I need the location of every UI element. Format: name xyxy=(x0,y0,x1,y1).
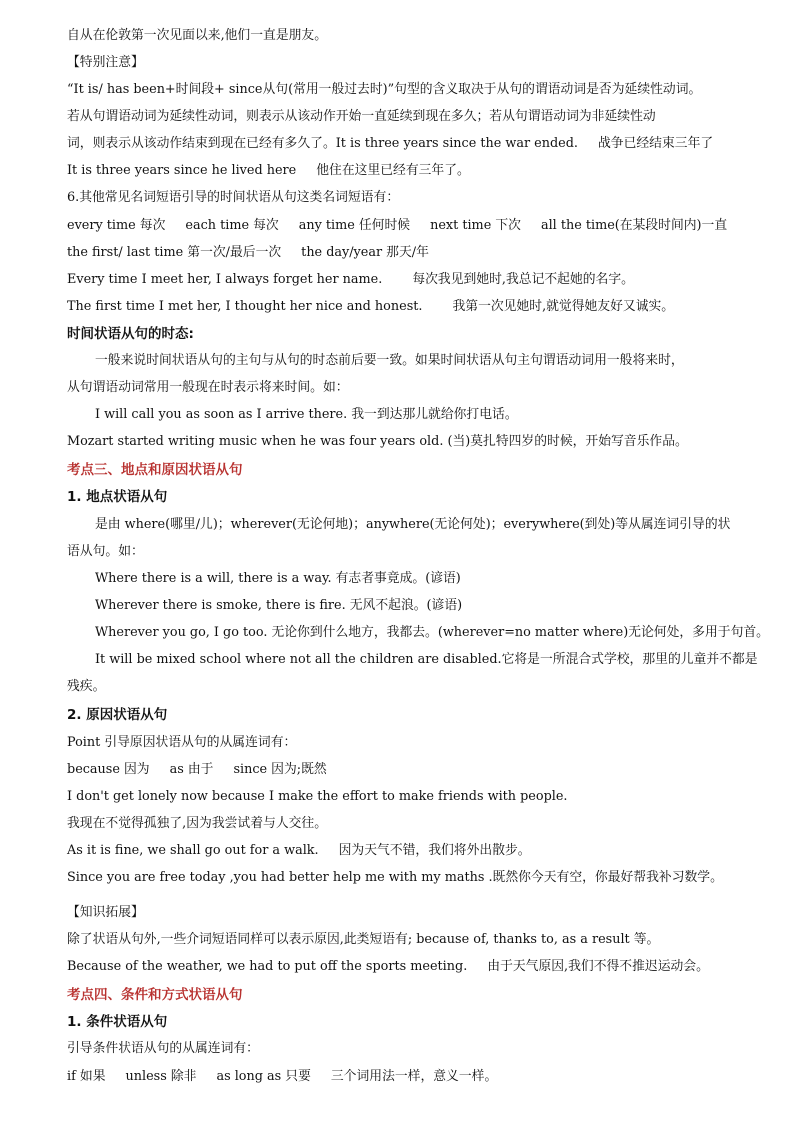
text-line: 若从句谓语动词为延续性动词，则表示从该动作开始一直延续到现在多久；若从句谓语动词为非延续性动 xyxy=(67,109,656,124)
phrase-row xyxy=(67,1068,497,1086)
text-line: 语从句。如： xyxy=(67,544,144,559)
subsection-heading: 2. 原因状语从句 xyxy=(67,707,168,723)
phrase: as long as 只要 xyxy=(216,1069,311,1084)
text-segment: 战争已经结束三年了 xyxy=(597,136,714,151)
phrase: since 因为;既然 xyxy=(233,762,327,777)
text-line xyxy=(67,162,470,180)
example-line xyxy=(67,298,674,316)
section-title: 考点四、条件和方式状语从句 xyxy=(67,987,243,1003)
phrase: the first/ last time 第一次/最后一次 xyxy=(67,245,282,260)
phrase-row xyxy=(67,217,727,235)
example-line xyxy=(67,958,709,976)
example-en: As it is fine, we shall go out for a walk. xyxy=(67,843,319,858)
example-line: It will be mixed school where not all the children are disabled.它将是一所混合式学校，那里的儿童并不都是 xyxy=(95,652,758,667)
text-line: 6.其他常见名词短语引导的时间状语从句这类名词短语有： xyxy=(67,190,400,205)
text-line: 是由 where(哪里/儿)；wherever(无论何地)；anywhere(无论何处)；everywhere(到处)等从属连词引导的状 xyxy=(95,517,731,532)
text-line: “It is/ has been+时间段+ since从句(常用一般过去时)”句型的含义取决于从句的谓语动词是否为延续性动词。 xyxy=(67,82,702,97)
phrase: all the time(在某段时间内)一直 xyxy=(540,218,728,233)
example-line: Since you are free today ,you had better help me with my maths .既然你今天有空，你最好帮我补习数学。 xyxy=(67,870,723,885)
example-zh: 由于天气原因,我们不得不推迟运动会。 xyxy=(487,959,709,974)
phrase: unless 除非 xyxy=(125,1069,197,1084)
example-line xyxy=(67,271,634,289)
text-line: Point 引导原因状语从句的从属连词有： xyxy=(67,735,297,750)
example-line xyxy=(67,842,531,860)
example-line: Wherever there is smoke, there is fire. 无风不起浪。(谚语) xyxy=(95,598,463,613)
text-line xyxy=(67,135,713,153)
phrase: the day/year 那天/年 xyxy=(301,245,429,260)
phrase: each time 每次 xyxy=(185,218,279,233)
note-heading: 【知识拓展】 xyxy=(67,905,144,920)
example-line: I don't get lonely now because I make the effort to make friends with people. xyxy=(67,789,568,804)
text-line: 一般来说时间状语从句的主句与从句的时态前后要一致。如果时间状语从句主句谓语动词用一般将来时， xyxy=(95,353,684,368)
text-line: 从句谓语动词常用一般现在时表示将来时间。如： xyxy=(67,380,349,395)
phrase-row xyxy=(67,761,327,779)
example-zh: 因为天气不错，我们将外出散步。 xyxy=(338,843,531,858)
text-line: 自从在伦敦第一次见面以来,他们一直是朋友。 xyxy=(67,28,328,43)
text-segment: 他住在这里已经有三年了。 xyxy=(316,163,470,178)
text-segment: 词，则表示从该动作结束到现在已经有多久了。It is three years since the war ended. xyxy=(67,136,578,151)
text-line: 除了状语从句外,一些介词短语同样可以表示原因,此类短语有; because of, thanks to, as a result 等。 xyxy=(67,932,660,947)
text-line: 残疾。 xyxy=(67,679,106,694)
example-en: Every time I meet her, I always forget her name. xyxy=(67,272,383,287)
example-line: Where there is a will, there is a way. 有志者事竟成。(谚语) xyxy=(95,571,461,586)
phrase: any time 任何时候 xyxy=(298,218,411,233)
note-heading: 【特别注意】 xyxy=(67,55,144,70)
section-title: 考点三、地点和原因状语从句 xyxy=(67,462,243,478)
example-line: Mozart started writing music when he was four years old. (当)莫扎特四岁的时候，开始写音乐作品。 xyxy=(67,434,688,449)
text-segment: It is three years since he lived here xyxy=(67,163,297,178)
example-line: 我现在不觉得孤独了,因为我尝试着与人交往。 xyxy=(67,816,328,831)
phrase: next time 下次 xyxy=(430,218,521,233)
example-line: Wherever you go, I go too. 无论你到什么地方，我都去。(wherever=no matter where)无论何处，多用于句首。 xyxy=(95,625,769,640)
phrase: because 因为 xyxy=(67,762,150,777)
example-zh: 每次我见到她时,我总记不起她的名字。 xyxy=(412,272,634,287)
phrase: every time 每次 xyxy=(67,218,166,233)
phrase: if 如果 xyxy=(67,1069,106,1084)
section-heading: 时间状语从句的时态: xyxy=(67,326,194,342)
subsection-heading: 1. 条件状语从句 xyxy=(67,1014,168,1030)
example-en: The first time I met her, I thought her nice and honest. xyxy=(67,299,423,314)
example-line: I will call you as soon as I arrive there. 我一到达那儿就给你打电话。 xyxy=(95,407,518,422)
phrase-row xyxy=(67,244,429,262)
phrase: as 由于 xyxy=(169,762,214,777)
subsection-heading: 1. 地点状语从句 xyxy=(67,489,168,505)
example-zh: 我第一次见她时,就觉得她友好又诚实。 xyxy=(452,299,675,314)
phrase: 三个词用法一样，意义一样。 xyxy=(330,1069,498,1084)
example-en: Because of the weather, we had to put off the sports meeting. xyxy=(67,959,468,974)
text-line: 引导条件状语从句的从属连词有： xyxy=(67,1041,259,1056)
